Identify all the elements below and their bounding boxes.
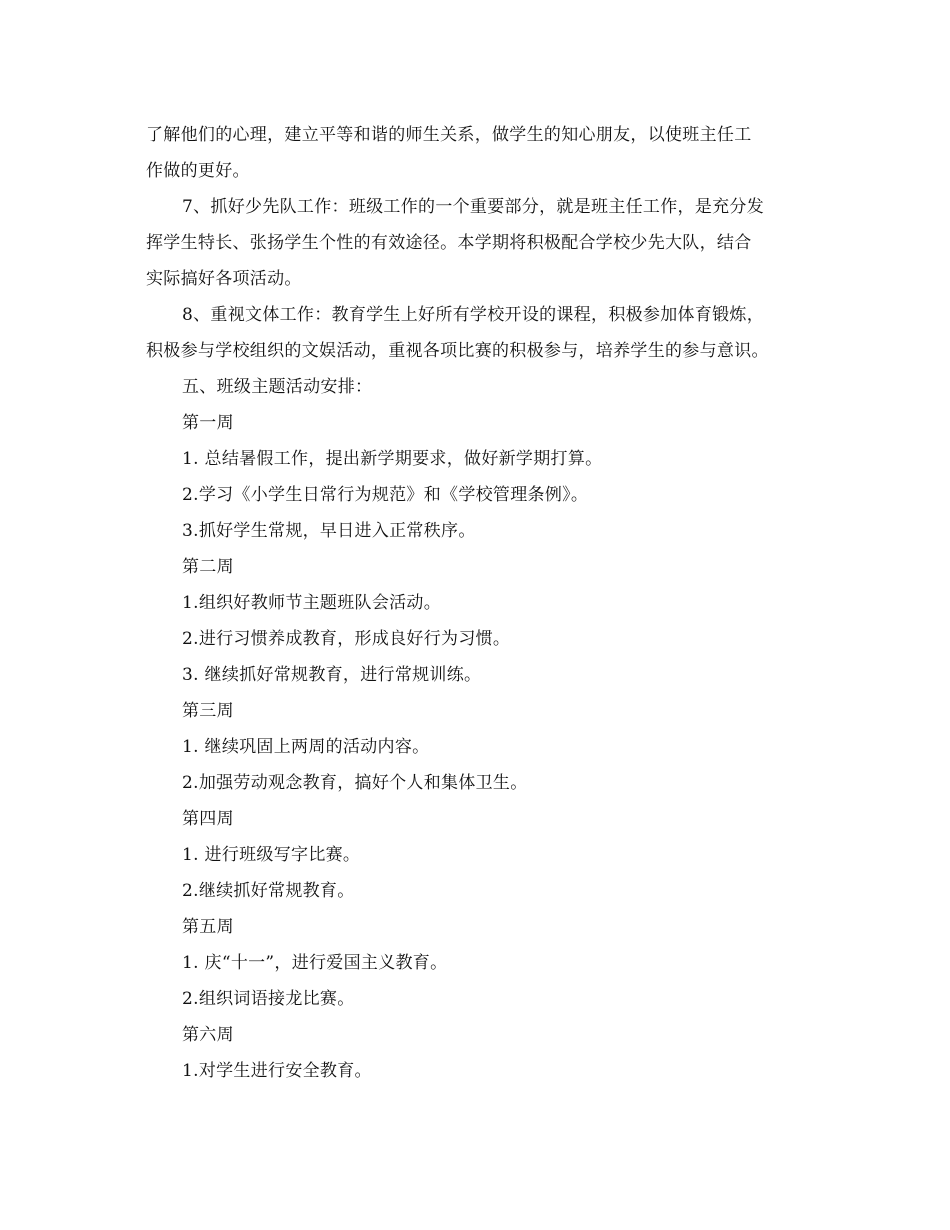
week-3 — [146, 693, 806, 801]
text-line: 7、抓好少先队工作：班级工作的一个重要部分，就是班主任工作，是充分发 — [182, 197, 765, 217]
week-title: 第五周 — [182, 917, 234, 937]
week-title: 第六周 — [182, 1025, 234, 1045]
text-line: 了解他们的心理，建立平等和谐的师生关系，做学生的知心朋友，以使班主任工 — [146, 125, 752, 145]
week-item: 1. 庆“十一”，进行爱国主义教育。 — [182, 953, 448, 973]
week-item: 1.组织好教师节主题班队会活动。 — [182, 593, 442, 613]
week-title: 第四周 — [182, 809, 234, 829]
text-line: 8、重视文体工作：教育学生上好所有学校开设的课程，积极参加体育锻炼， — [182, 305, 765, 325]
week-item: 3. 继续抓好常规教育，进行常规训练。 — [182, 665, 482, 685]
week-4 — [146, 801, 806, 909]
week-item: 2.组织词语接龙比赛。 — [182, 989, 355, 1009]
week-item: 1. 继续巩固上两周的活动内容。 — [182, 737, 430, 757]
week-2 — [146, 549, 806, 693]
week-title: 第二周 — [182, 557, 234, 577]
week-item: 2.继续抓好常规教育。 — [182, 881, 355, 901]
text-line: 实际搞好各项活动。 — [146, 269, 302, 289]
section-title: 五、班级主题活动安排： — [182, 377, 373, 397]
text-line: 挥学生特长、张扬学生个性的有效途径。本学期将积极配合学校少先大队，结合 — [146, 233, 752, 253]
week-item: 1. 总结暑假工作，提出新学期要求，做好新学期打算。 — [182, 449, 603, 469]
week-item: 2.进行习惯养成教育，形成良好行为习惯。 — [182, 629, 511, 649]
week-6 — [146, 1017, 806, 1089]
document-body — [146, 117, 806, 1089]
paragraph-intro — [146, 117, 806, 189]
week-item: 2.加强劳动观念教育，搞好个人和集体卫生。 — [182, 773, 528, 793]
text-line: 积极参与学校组织的文娱活动，重视各项比赛的积极参与，培养学生的参与意识。 — [146, 341, 769, 361]
paragraph-7 — [146, 189, 806, 297]
text-line: 作做的更好。 — [146, 161, 250, 181]
week-item: 3.抓好学生常规，早日进入正常秩序。 — [182, 521, 476, 541]
week-item: 1.对学生进行安全教育。 — [182, 1061, 372, 1081]
week-title: 第三周 — [182, 701, 234, 721]
week-5 — [146, 909, 806, 1017]
week-item: 2.学习《小学生日常行为规范》和《学校管理条例》。 — [182, 485, 589, 505]
week-1 — [146, 405, 806, 549]
paragraph-8 — [146, 297, 806, 369]
week-item: 1. 进行班级写字比赛。 — [182, 845, 361, 865]
week-title: 第一周 — [182, 413, 234, 433]
